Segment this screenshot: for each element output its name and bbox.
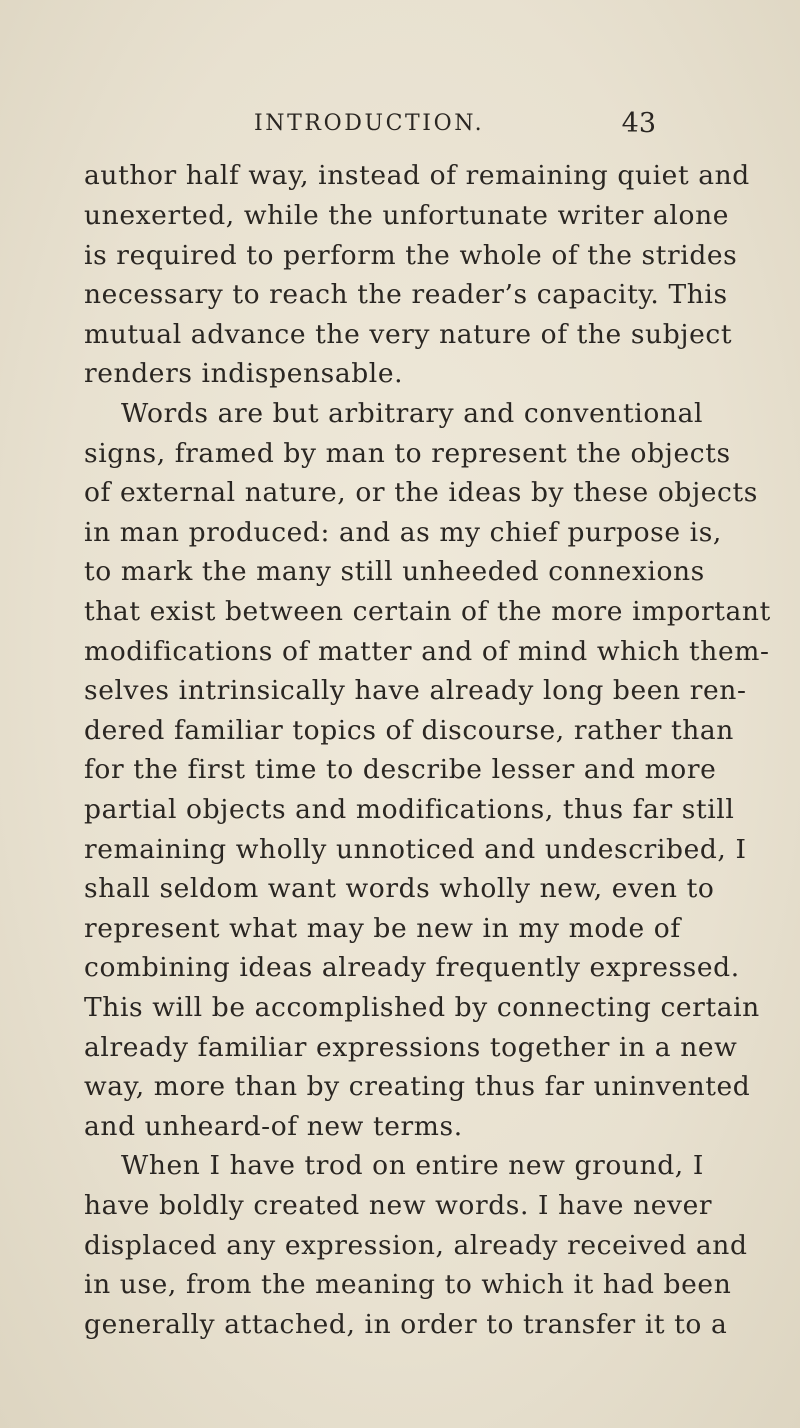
text-line: have boldly created new words. I have never xyxy=(84,1190,713,1221)
text-line: generally attached, in order to transfer it to a xyxy=(84,1309,728,1340)
text-line: partial objects and modifications, thus far still xyxy=(84,794,735,825)
text-line: remaining wholly unnoticed and undescribed, I xyxy=(84,834,747,865)
text-line: author half way, instead of remaining quiet and xyxy=(84,160,750,191)
text-line: unexerted, while the unfortunate writer alone xyxy=(84,200,730,231)
text-line: renders indispensable. xyxy=(84,358,404,389)
text-line: displaced any expression, already received and xyxy=(84,1230,748,1261)
text-line: shall seldom want words wholly new, even to xyxy=(84,873,715,904)
text-line: Words are but arbitrary and conventional xyxy=(121,398,704,429)
text-line: necessary to reach the reader’s capacity. This xyxy=(84,279,728,310)
text-line: mutual advance the very nature of the subject xyxy=(84,319,733,350)
text-line: in man produced: and as my chief purpose is, xyxy=(84,517,722,548)
text-line: represent what may be new in my mode of xyxy=(84,913,681,944)
text-line: dered familiar topics of discourse, rather than xyxy=(84,715,734,746)
text-line: already familiar expressions together in a new xyxy=(84,1032,738,1063)
text-line: of external nature, or the ideas by these objects xyxy=(84,477,758,508)
text-line: and unheard-of new terms. xyxy=(84,1111,463,1142)
text-line: combining ideas already frequently expressed. xyxy=(84,952,740,983)
text-line: is required to perform the whole of the strides xyxy=(84,240,738,271)
page-number: 43 xyxy=(621,108,656,139)
text-line: This will be accomplished by connecting certain xyxy=(84,992,760,1023)
text-line: signs, framed by man to represent the objects xyxy=(84,438,731,469)
text-line: in use, from the meaning to which it had been xyxy=(84,1269,732,1300)
text-line: for the first time to describe lesser and more xyxy=(84,754,717,785)
text-line: way, more than by creating thus far uninvented xyxy=(84,1071,751,1102)
text-line: modifications of matter and of mind which them- xyxy=(84,636,770,667)
text-line: that exist between certain of the more important xyxy=(84,596,771,627)
running-head xyxy=(254,104,656,144)
chapter-title: INTRODUCTION. xyxy=(254,111,485,136)
text-line: to mark the many still unheeded connexions xyxy=(84,556,705,587)
text-line: When I have trod on entire new ground, I xyxy=(121,1150,704,1181)
text-line: selves intrinsically have already long been ren- xyxy=(84,675,747,706)
